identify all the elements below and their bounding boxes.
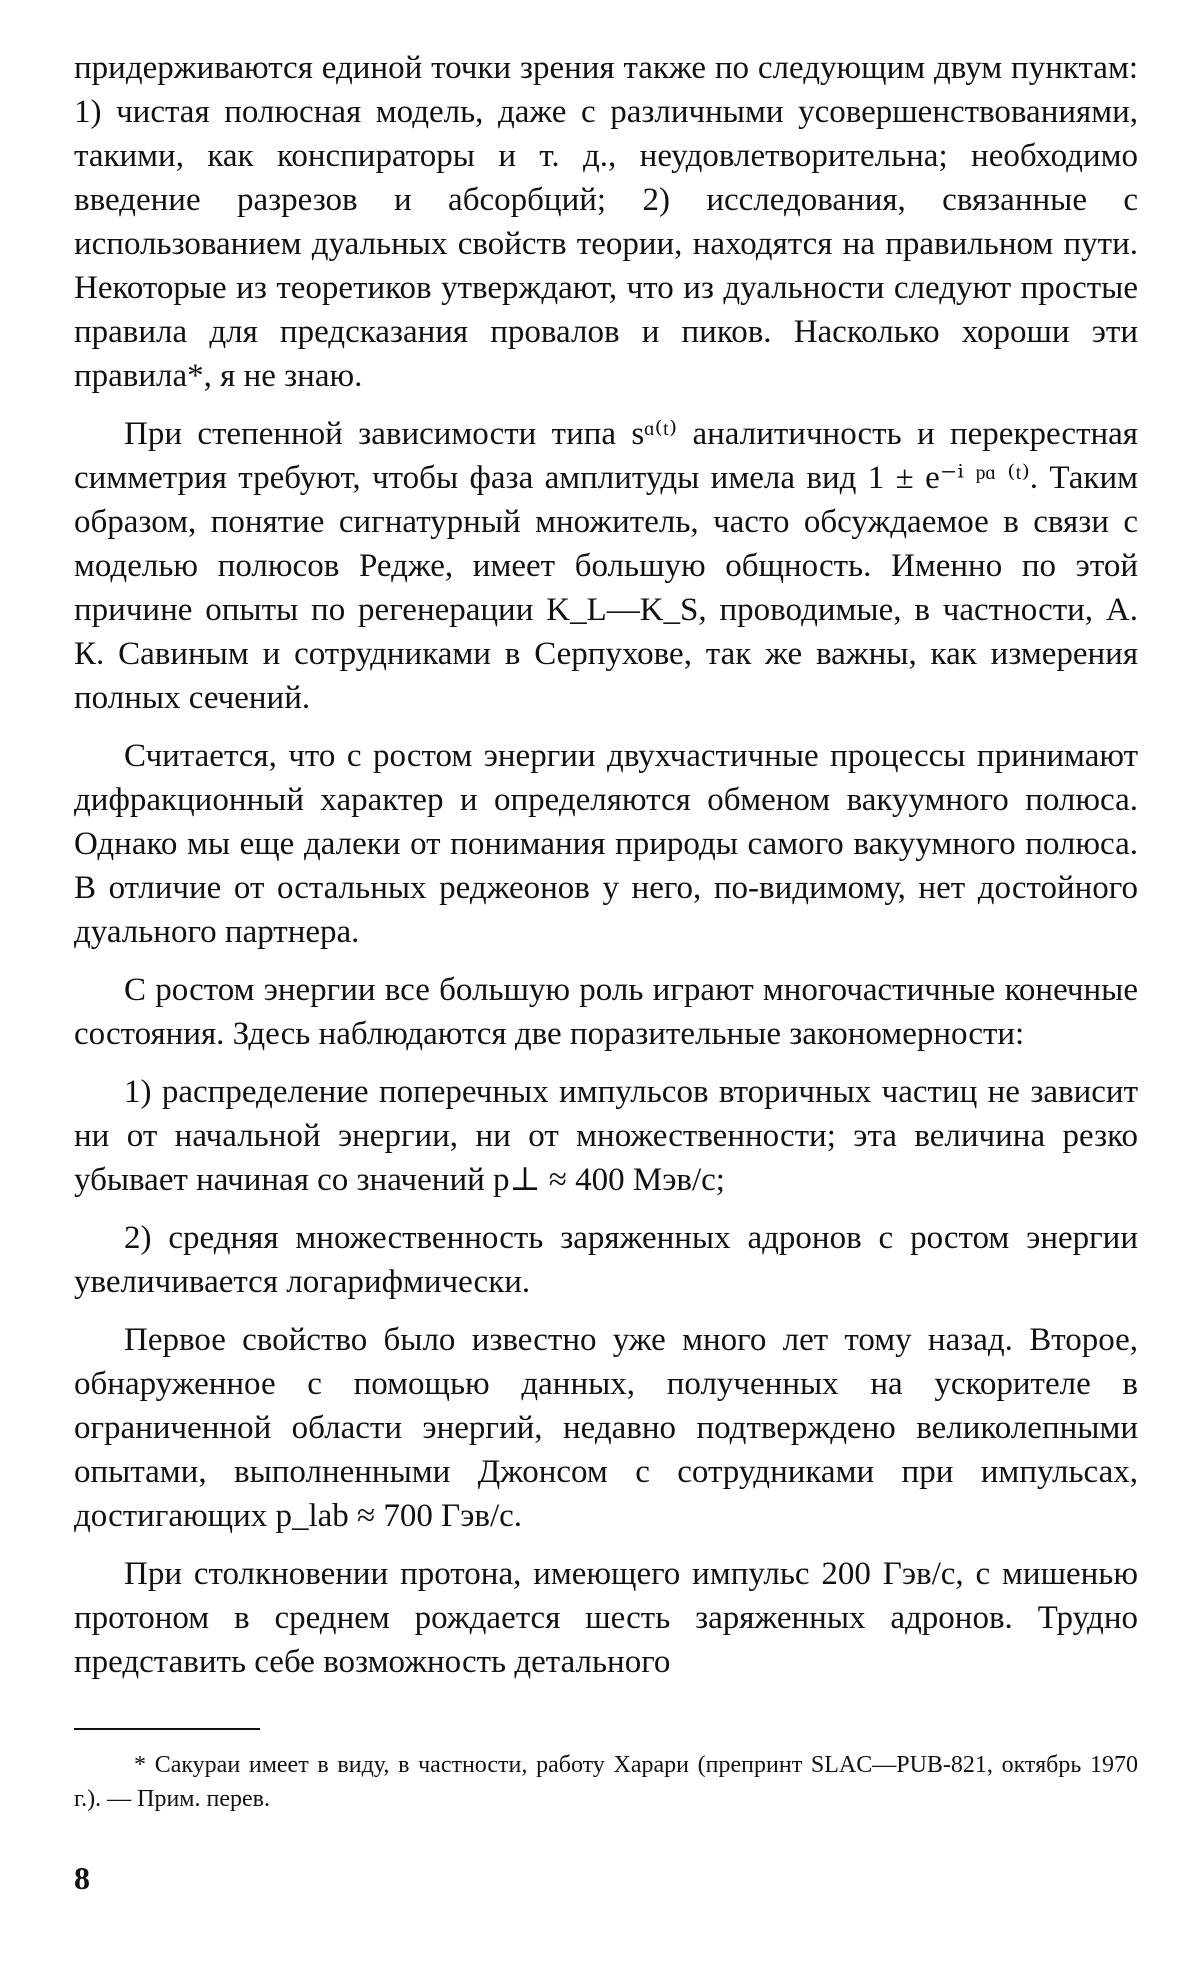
paragraph-4: С ростом энергии все большую роль играют многочастичные конечные состояния. Здесь наблюдаются две поразительные закономерности: <box>74 972 1138 1052</box>
list-item-1: 1) распределение поперечных импульсов вторичных частиц не зависит ни от начальной энергии, ни от множественности; эта величина резко убывает начиная со значений p⊥ ≈ 400 Мэв/с; <box>74 1074 1138 1198</box>
paragraph-5: Первое свойство было известно уже много лет тому назад. Второе, обнаруженное с помощью данных, полученных на ускорителе в ограниченной области энергий, недавно подтверждено великолепными опытами, выполненными Джонсом с сотрудниками при импульсах, достигающих p_lab ≈ 700 Гэв/с. <box>74 1322 1138 1534</box>
footnote: * Сакураи имеет в виду, в частности, работу Харари (препринт SLAC—PUB-821, октябрь 1970 г.). — Прим. перев. <box>74 1752 1138 1812</box>
list-item-2: 2) средняя множественность заряженных адронов с ростом энергии увеличивается логарифмически. <box>74 1220 1138 1300</box>
paragraph-3: Считается, что с ростом энергии двухчастичные процессы принимают дифракционный характер и определяются обменом вакуумного полюса. Однако мы еще далеки от понимания природы самого вакуумного полюса. В отличие от остальных реджеонов у него, по-видимому, нет достойного дуального партнера. <box>74 738 1138 950</box>
paragraph-1: придерживаются единой точки зрения также по следующим двум пунктам: 1) чистая полюсная модель, даже с различными усовершенствованиями, такими, как конспираторы и т. д., неудовлетворительна; необходимо введение разрезов и абсорбций; 2) исследования, связанные с использованием дуальных свойств теории, находятся на правильном пути. Некоторые из теоретиков утверждают, что из дуальности следуют простые правила для предсказания провалов и пиков. Насколько хороши эти правила*, я не знаю. <box>74 50 1138 394</box>
footnote-divider <box>74 1728 260 1730</box>
paragraph-6: При столкновении протона, имеющего импульс 200 Гэв/с, с мишенью протоном в среднем рождается шесть заряженных адронов. Трудно представить себе возможность детального <box>74 1556 1138 1680</box>
paragraph-2: При степенной зависимости типа sᵅ⁽ᵗ⁾ аналитичность и перекрестная симметрия требуют, чтобы фаза амплитуды имела вид 1 ± e⁻ⁱ ᵖᵅ ⁽ᵗ⁾. Таким образом, понятие сигнатурный множитель, часто обсуждаемое в связи с моделью полюсов Редже, имеет большую общность. Именно по этой причине опыты по регенерации K_L—K_S, проводимые, в частности, А. К. Савиным и сотрудниками в Серпухове, так же важны, как измерения полных сечений. <box>74 416 1138 716</box>
page-body <box>74 46 1138 1698</box>
page-number: 8 <box>74 1860 90 1896</box>
